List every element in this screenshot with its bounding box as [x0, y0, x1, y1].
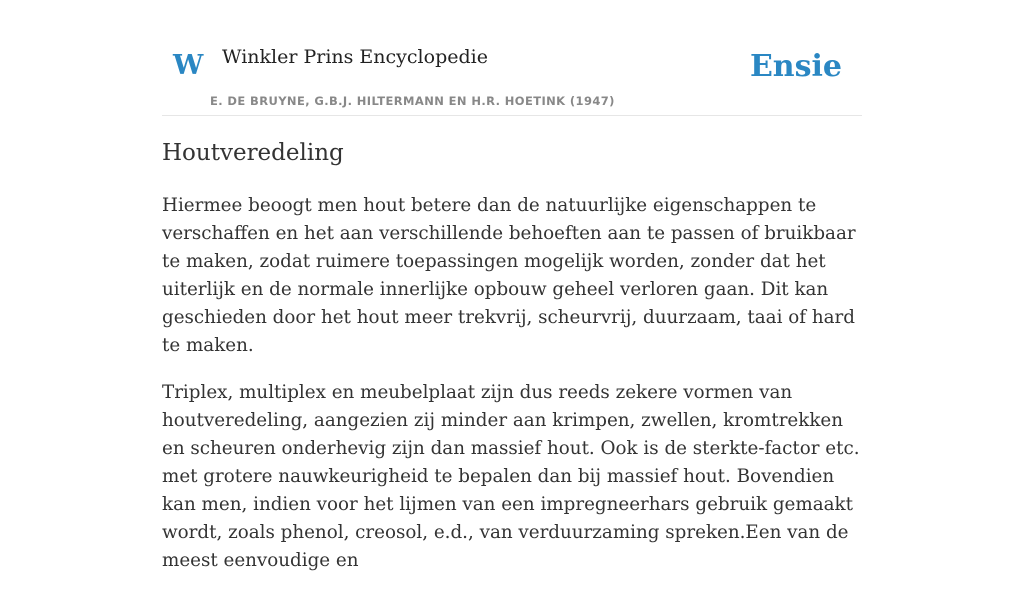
- publication-title[interactable]: Winkler Prins Encyclopedie: [222, 46, 488, 68]
- publication-authors: E. DE BRUYNE, G.B.J. HILTERMANN EN H.R. HOETINK (1947): [210, 94, 615, 108]
- article-paragraph-1: Hiermee beoogt men hout betere dan de natuurlijke eigenschappen te verschaffen en het aan verschillende behoeften aan te passen of bruikbaar te maken, zodat ruimere toepassingen mogelijk worden, zonder dat het uiterlijk en de normale innerlijke opbouw geheel verloren gaan. Dit kan geschieden door het hout meer trekvrij, scheurvrij, duurzaam, taai of hard te maken.: [162, 195, 856, 356]
- publication-logo[interactable]: W: [173, 50, 204, 81]
- content-container: [162, 0, 862, 571]
- article-title: Houtveredeling: [162, 140, 344, 166]
- ensie-logo[interactable]: Ensie: [749, 49, 842, 84]
- article-body: [162, 192, 862, 594]
- site-header: [162, 0, 862, 116]
- article-paragraph-2: Triplex, multiplex en meubelplaat zijn dus reeds zekere vormen van houtveredeling, aangezien zij minder aan krimpen, zwellen, kromtrekken en scheuren onderhevig zijn dan massief hout. Ook is de sterkte-factor etc. met grotere nauwkeurigheid te bepalen dan bij massief hout. Bovendien kan men, indien voor het lijmen van een impregneerhars gebruik gemaakt wordt, zoals phenol, creosol, e.d., van verduurzaming spreken.Een van de meest eenvoudige en: [162, 382, 860, 571]
